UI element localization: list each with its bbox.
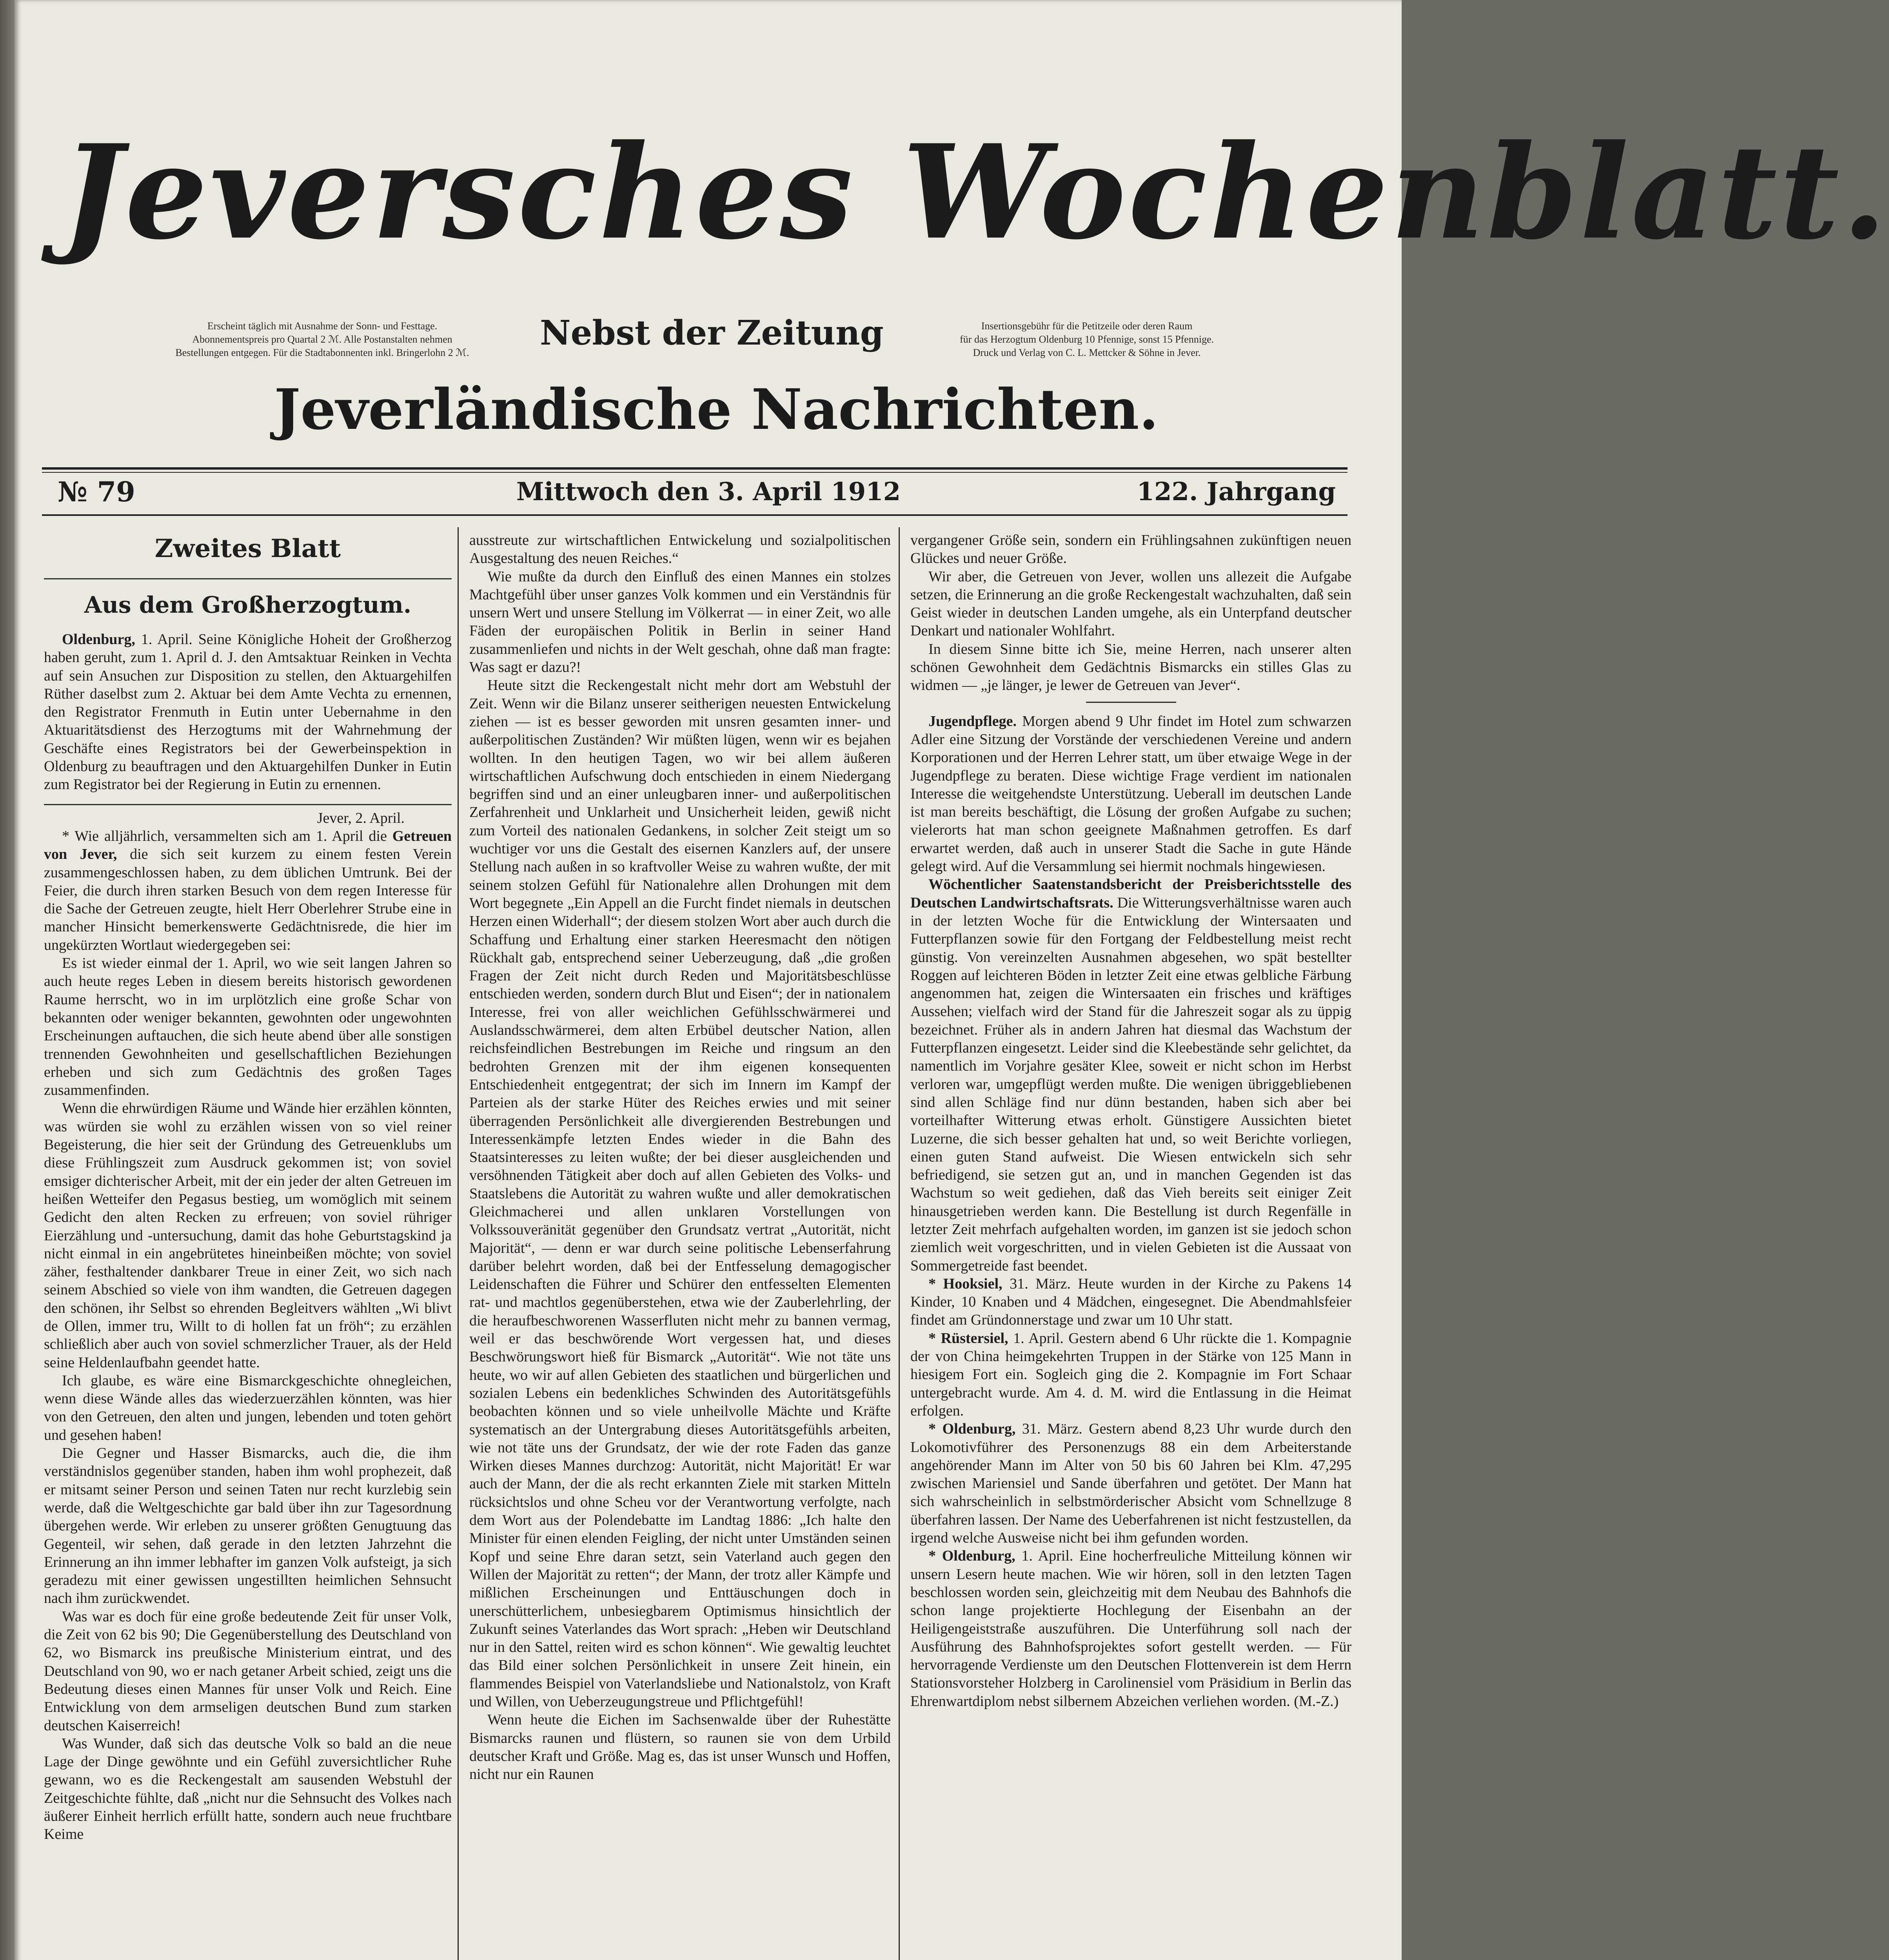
article-text: Morgen abend 9 Uhr findet im Hotel zum schwarzen Adler eine Sitzung der Vorstände der verschiedenen Vereine und andern Korporationen und der Herren Lehrer statt, um über etwaige Wege in der Jugendpflege zu beraten. Diese wichtige Frage verdient im nationalen Interesse die weitgehendste Unterstützung. Ueberall im deutschen Lande ist man bereits beschäftigt, die Lösung der großen Aufgabe zu suchen; vielerorts hat man schon geeignete Maßnahmen getroffen. Es darf erwartet werden, daß auch in unserer Stadt die Sache in gute Hände gelegt wird. Auf die Versammlung sei hiermit nochmals hingewiesen. xyxy=(910,713,1352,875)
speech-paragraph: Wir aber, die Getreuen von Jever, wollen uns allezeit die Aufgabe setzen, die Erinnerung an die große Reckengestalt wachzuhalten, daß sein Geist wieder in deutschen Landen umgehe, als ein Unterpfand deutscher Denkart und nationaler Wohlfahrt. xyxy=(910,568,1351,639)
issue-date: Mittwoch den 3. April 1912 xyxy=(516,477,901,506)
speech-paragraph: Wenn heute die Eichen im Sachsenwalde über der Ruhestätte Bismarcks raunen und flüstern, so raunen sie von dem Urbild deutscher Kraft und Größe. Mag es, das ist unser Wunsch und Hoffen, nicht nur ein Raunen xyxy=(469,1711,891,1783)
column-2 xyxy=(469,531,891,1783)
article-jugendpflege xyxy=(910,712,1351,876)
article-oldenburg-appointments xyxy=(44,630,452,794)
article-saatenstand xyxy=(910,875,1351,1275)
masthead-title: Jeversches Wochenblatt. xyxy=(62,116,1889,268)
speech-paragraph: Es ist wieder einmal der 1. April, wo wie seit langen Jahren so auch heute reges Leben in diesem bereits historisch gewordenen Raume herrscht, wo in im urplötzlich eine große Schar von bekannten oder weniger bekannten, gewohnten oder ungewohnten Erscheinungen auftauchen, die sich heute abend über alle sonstigen trennenden Gewohnheiten und gesellschaftlichen Beziehungen erheben und sich zum Gedächtnis des großen Tages zusammenfinden. xyxy=(44,955,452,1099)
article-dateline: * Hooksiel, xyxy=(928,1275,1003,1292)
speech-end-rule xyxy=(1086,702,1176,703)
article-oldenburg-accident xyxy=(910,1420,1351,1547)
article-text: * Wie alljährlich, versammelten sich am 1. April die xyxy=(62,828,387,844)
speech-paragraph: Ich glaube, es wäre eine Bismarckgeschichte ohnegleichen, wenn diese Wände alles das wiederzuerzählen könnten, was hier von den Getreuen, den alten und jungen, lebenden und toten gehört und gesehen haben! xyxy=(44,1372,452,1443)
dateline-top-rule xyxy=(42,467,1348,470)
article-text: Die Witterungsverhältnisse waren auch in der letzten Woche für die Entwicklung der Wintersaaten und Futterpflanzen sowie für den Fortgang der Feldbestellung meist recht günstig. Von vereinzelten Ausnahmen abgesehen, wo spät bestellter Roggen auf leichteren Böden in letzter Zeit eine etwas gelbliche Färbung angenommen hat, zeigen die Wintersaaten ein frisches und kräftiges Aussehen; vielfach wird der Stand für die Jahreszeit sogar als zu üppig bezeichnet. Früher als in andern Jahren hat diesmal das Wachstum der Futterpflanzen eingesetzt. Leider sind die Kleebestände sehr gelichtet, da namentlich im Vorjahre gesäter Klee, soweit er nicht schon im Herbst verloren war, umgepflügt werden mußte. Die wenigen übriggebliebenen sind allen Schläge find nur dünn bestanden, haben sich aber bei vorteilhafter Witterung etwas erholt. Günstigere Aussichten bietet Luzerne, die sich besser gehalten hat und, so weit Berichte vorliegen, einen guten Stand aufweist. Die Wiesen entwickeln sich sehr befriedigend, sie setzen gut an, und in manchen Gegenden ist das Wachstum so weit gediehen, daß das Vieh bereits seit einiger Zeit hinausgetrieben werden kann. Die Bestellung ist durch Regenfälle in letzter Zeit mehrfach aufgehalten worden, im ganzen ist sie jedoch schon ziemlich weit vorgeschritten, und in vielen Gebieten ist die Aussaat von Sommergetreide fast beendet. xyxy=(910,894,1352,1274)
article-text: 1. April. Eine hocherfreuliche Mitteilung können wir unsern Lesern heute machen. Wie wir hören, soll in den letzten Tagen beschlossen worden sein, gleichzeitig mit dem Neubau des Bahnhofs die schon lange projektierte Hochlegung der Eisenbahn an der Heiligengeiststraße auszuführen. Die Unterführung soll nach der Ausführung des Bahnhofsprojektes sofort gestellt werden. — Für hervorragende Verdienste um den Deutschen Flottenverein ist dem Herrn Stationsvorsteher Holzberg in Carolinensiel vom Präsidium in Berlin das Ehrenwartdiplom nebst silbernem Abzeichen verliehen worden. (M.-Z.) xyxy=(910,1548,1352,1710)
article-dateline: * Oldenburg, xyxy=(928,1421,1016,1437)
advertising-info: Insertionsgebühr für die Petitzeile oder deren Raum für das Herzogtum Oldenburg 10 Pfennige, sonst 15 Pfennige. Druck und Verlag von C. L. Mettcker & Söhne in Jever. xyxy=(960,320,1214,358)
dateline-top-rule-thin xyxy=(42,472,1348,473)
adjacent-page-edge xyxy=(0,0,15,1960)
speech-paragraph: Die Gegner und Hasser Bismarcks, auch die, die ihm verständnislos gegenüber standen, haben ihm wohl prophezeit, daß er mitsamt seiner Person und seinen Taten nur recht kurzlebig sein werde, daß die Weltgeschichte gar bald über ihn zur Tagesordnung übergehen werde. Wir erleben zu unserer größten Genugtuung das Gegenteil, wir sehen, daß gerade in den letzten Jahrzehnt die Erinnerung an ihn immer lebhafter im ganzen Volk aufsteigt, ja sich geradezu mit einer gewissen ungestillten heimlichen Sehnsucht nach ihm zurückwendet. xyxy=(44,1445,452,1607)
speech-paragraph: vergangener Größe sein, sondern ein Frühlingsahnen zukünftigen neuen Glückes und neuer Größe. xyxy=(910,532,1351,567)
subscription-info: Erscheint täglich mit Ausnahme der Sonn- und Festtage. Abonnementspreis pro Quartal 2 ℳ. Alle Postanstalten nehmen Bestellungen entgegen. Für die Stadtabonnenten inkl. Bringerlohn 2 ℳ. xyxy=(175,320,469,358)
section-heading-grossherzogtum: Aus dem Großherzogtum. xyxy=(84,592,412,618)
column-rule xyxy=(44,804,452,805)
article-hooksiel xyxy=(910,1275,1351,1329)
speech-paragraph: Heute sitzt die Reckengestalt nicht mehr dort am Webstuhl der Zeit. Wenn wir die Bilanz unserer seitherigen neuesten Entwickelung ziehen — ist es besser geworden mit unsren gesamten inner- und außerpolitischen Zuständen? Wir müßten lügen, wenn wir es bejahen wollten. In den heutigen Tagen, wo wir bei allem äußeren wirtschaftlichen Aufschwung doch entschieden in einem Niedergang begriffen sind und an einer unleugbaren inner- und außerpolitischen Zerfahrenheit und Unklarheit und Unsicherheit leiden, gewiß nicht zum Vorteil des nationalen Gedankens, in solcher Zeit steigt um so wuchtiger vor uns die Gestalt des eisernen Kanzlers auf, der unsere Stellung nach außen in so kraftvoller Weise zu wahren wußte, der mit seinem stolzen Gefühl für Nationalehre allen Drohungen mit dem Wort begegnete „Ein Appell an die Furcht findet niemals in deutschen Herzen einen Widerhall“; der diesem stolzen Wort aber auch durch die Schaffung und Erhaltung einer starken Heeresmacht den nötigen Rückhalt gab, entsprechend seiner Ueberzeugung, daß „die großen Fragen der Zeit nicht durch Reden und Majoritätsbeschlüsse entschieden werden, sondern durch Blut und Eisen“; der in nationalem Interesse, frei von aller weichlichen Gefühlsschwärmerei und Auslandsschwärmerei, dem alten Erbübel deutscher Nation, allen reichsfeindlichen Bestrebungen im Reiche und ringsum an den bedrohten Grenzen mit der ihm eigenen konsequenten Entschiedenheit entgegentrat; der sich im Innern im Kampf der Parteien als der starke Hüter des Reiches erwies und mit seiner überragenden Persönlichkeit alle divergierenden Bestrebungen und Interessenkämpfe letzten Endes wieder in die Bahn des Staatsinteresses zu leiten wußte; der bei dieser ausgleichenden und versöhnenden Tätigkeit aber doch auf allen Gebieten des Volks- und Staatslebens die Autorität zu wahren wußte und aller demokratischen Gleichmacherei und allen unklaren Vorstellungen von Volkssouveränität gegenüber den Grundsatz vertrat „Autorität, nicht Majorität“, — denn er war durch seine politische Lebenserfahrung darüber belehrt worden, daß bei der Entfesselung demagogischer Leidenschaften die Führer und Schürer den entfesselten Elementen rat- und machtlos gegenüberstehen, etwa wie der Zauberlehrling, der die heraufbeschworenen Wasserfluten nicht mehr zu bannen vermag, weil er das beschwörende Wort vergessen hat, und dieses Beschwörungswort hieß für Bismarck „Autorität“. Wie not täte uns heute, wo wir auf allen Gebieten des staatlichen und bürgerlichen und sozialen Lebens ein bedenkliches Schwinden des Autoritätsgefühls beobachten können und so viele unheilvolle Mächte und Kräfte systematisch an der Untergrabung dieses Autoritätsgefühls arbeiten, wie not täte uns der Grundsatz, der wie der rote Faden das ganze Wirken dieses Mannes durchzog: Autorität, nicht Majorität! Er war auch der Mann, der die als recht erkannten Ziele mit starken Mitteln rücksichtslos und ohne Scheu vor der Verantwortung verfolgte, nach dem Wort aus der Polendebatte im Landtag 1886: „Ich halte den Minister für einen elenden Feigling, der nicht unter Umständen seinen Kopf und seine Ehre daran setzt, sein Vaterland auch gegen den Willen der Majorität zu retten“; der Mann, der trotz aller Kämpfe und mißlichen Erscheinungen und Enttäuschungen doch in unerschütterlichem, unbesiegbarem Optimismus hinsichtlich der Zukunft seines Vaterlandes das Wort sprach: „Heben wir Deutschland nur in den Sattel, reiten wird es schon können“. Wie gewaltig leuchtet das Bild einer solchen Persönlichkeit in unsere Zeit hinein, ein flammendes Beispiel von Vaterlandsliebe und Nationalstolz, von Kraft und Willen, von Ueberzeugungstreue und Pflichtgefühl! xyxy=(469,677,891,1710)
speech-paragraph: Wie mußte da durch den Einfluß des einen Mannes ein stolzes Machtgefühl über unser ganzes Volk kommen und ein Verständnis für unsern Wert und unsere Stellung im Völkerrat — in einer Zeit, wo alle Fäden der europäischen Politik in Berlin in seiner Hand zusammenliefen und nichts in der Welt geschah, ohne daß man fragte: Was sagt er dazu?! xyxy=(469,568,891,676)
article-getreuen-intro xyxy=(44,827,452,954)
nebst-der-zeitung: Nebst der Zeitung xyxy=(540,313,884,353)
speech-paragraph: In diesem Sinne bitte ich Sie, meine Herren, nach unserer alten schönen Gewohnheit dem Gedächtnis Bismarcks ein stilles Glas zu widmen — „je länger, je lewer de Getreuen van Jever“. xyxy=(910,641,1351,694)
article-dateline: Wöchentlicher Saatenstandsbericht der Preisberichtsstelle des Deutschen Landwirtschaftsrats. xyxy=(910,876,1351,911)
speech-paragraph: Was war es doch für eine große bedeutende Zeit für unser Volk, die Zeit von 62 bis 90; Die Gegenüberstellung des Deutschland von 62, wo Bismarck ins preußische Ministerium eintrat, und des Deutschland von 90, wo er nach getaner Arbeit schied, zeigt uns die Bedeutung dieses einen Mannes für unser Volk und Reich. Eine Entwicklung von dem armseligen deutschen Bund zum starken deutschen Kaiserreich! xyxy=(44,1608,452,1734)
dateline-bottom-rule xyxy=(42,514,1348,516)
column-separator-2 xyxy=(899,527,900,1960)
article-bold-phrase: Getreuen von Jever, xyxy=(44,828,452,863)
article-text: die sich seit kurzem zu einem festen Verein zusammengeschlossen haben, zu dem üblichen Umtrunk. Bei der Feier, die durch ihren starken Besuch von dem regen Interesse für die Sache der Getreuen zeugte, hielt Herr Oberlehrer Strube eine in mancher Hinsicht bemerkenswerte Gedächtnisrede, die hier im ungekürzten Wortlaut wiedergegeben sei: xyxy=(44,846,452,953)
article-dateline: Jugendpflege. xyxy=(928,713,1017,730)
issue-number: № 79 xyxy=(58,475,135,508)
article-text: 1. April. Seine Königliche Hoheit der Großherzog haben geruht, zum 1. April d. J. den Amtsaktuar Reinken in Vechta auf sein Ansuchen zur Disposition zu stellen, den Aktuargehilfen Rüther daselbst zum 2. Aktuar bei dem Amte Vechta zu ernennen, den Registrator Frenmuth in Eutin unter Uebernahme in den Aktuaritätsdienst des Herzogtums mit der Wahrnehmung der Geschäfte eines Registrators bei der Gewerbeinspektion in Oldenburg zu beauftragen und den Aktuargehilfen Dunker in Eutin zum Registrator bei der Regierung in Eutin zu ernennen. xyxy=(44,631,452,793)
article-text: 1. April. Gestern abend 6 Uhr rückte die 1. Kompagnie der von China heimgekehrten Truppen in der Stärke von 125 Mann in hiesigem Fort ein. Sogleich ging die 2. Kompagnie im Fort Schaar untergebracht wurde. Am 4. d. M. wird die Entlassung in die Heimat erfolgen. xyxy=(910,1330,1352,1419)
volume-year: 122. Jahrgang xyxy=(1137,477,1336,506)
column-separator-1 xyxy=(458,527,459,1960)
article-text: 31. März. Heute wurden in der Kirche zu Pakens 14 Kinder, 10 Knaben und 4 Mädchen, eingesegnet. Die Abendmahlsfeier findet am Gründonnerstage und zwar um 10 Uhr statt. xyxy=(910,1275,1351,1328)
newspaper-page xyxy=(15,0,1889,1960)
speech-paragraph: Was Wunder, daß sich das deutsche Volk so bald an die neue Lage der Dinge gewöhnte und ein Gefühl zuversichtlicher Ruhe gewann, wo es die Reckengestalt am sausenden Webstuhl der Zeitgeschichte fühlte, daß „nicht nur die Sehnsucht des Volkes nach äußerer Einheit herrlich erfüllt hatte, sondern auch neue fruchtbare Keime xyxy=(44,1735,452,1843)
article-ruestersiel xyxy=(910,1329,1351,1420)
speech-paragraph: ausstreute zur wirtschaftlichen Entwickelung und sozialpolitischen Ausgestaltung des neuen Reiches.“ xyxy=(469,532,891,567)
column-1 xyxy=(44,531,452,1844)
article-oldenburg-railway xyxy=(910,1547,1351,1710)
zweites-blatt-heading: Zweites Blatt xyxy=(154,534,341,563)
column-rule xyxy=(44,578,452,579)
column-3 xyxy=(910,531,1351,1710)
speech-paragraph: Wenn die ehrwürdigen Räume und Wände hier erzählen könnten, was würden sie wohl zu erzählen wissen von so viel reiner Begeisterung, die hier seit der Gründung des Getreuenklubs um diese Frühlingszeit zum Ausdruck gekommen ist; von soviel emsiger dichterischer Arbeit, mit der ein jeder der alten Getreuen im heißen Wetteifer den Pegasus bestieg, um womöglich mit seinem Gedicht den alten Recken zu erfreuen; von soviel rühriger Eierzählung und -untersuchung, damit das hohe Geburtstagskind ja nicht einmal in ein angebrütetes hineinbeißen möchte; von soviel zäher, festhaltender dankbarer Treue in einer Zeit, wo sich nach seinem Abschied so viele von ihm wandten, die Getreuen dagegen den schönen, ihr Selbst so ehrenden Begleitvers wählten „Wi blivt de Ollen, immer tru, Willt to di hollen fat un fröh“; zu erzählen schließlich aber auch von soviel schmerzlicher Trauer, als der Held seine Heldenlaufbahn geendet hatte. xyxy=(44,1100,452,1371)
article-dateline: * Rüstersiel, xyxy=(928,1330,1008,1347)
place-dateline-jever: Jever, 2. April. xyxy=(317,809,405,826)
article-text: 31. März. Gestern abend 8,23 Uhr wurde durch den Lokomotivführer des Personenzugs 88 ein dem Arbeiterstande angehörender Mann im Alter von 50 bis 60 Jahren bei Klm. 47,295 zwischen Mariensiel und Sande überfahren und getötet. Der Mann hat sich wahrscheinlich in selbstmörderischer Absicht vom Schnellzuge 8 überfahren lassen. Der Name des Ueberfahrenen ist nicht festzustellen, da irgend welche Ausweise nicht bei ihm gefunden worden. xyxy=(910,1421,1351,1546)
article-dateline: * Oldenburg, xyxy=(928,1548,1015,1564)
masthead-subtitle: Jeverländische Nachrichten. xyxy=(274,377,1159,442)
article-dateline: Oldenburg, xyxy=(62,631,135,648)
